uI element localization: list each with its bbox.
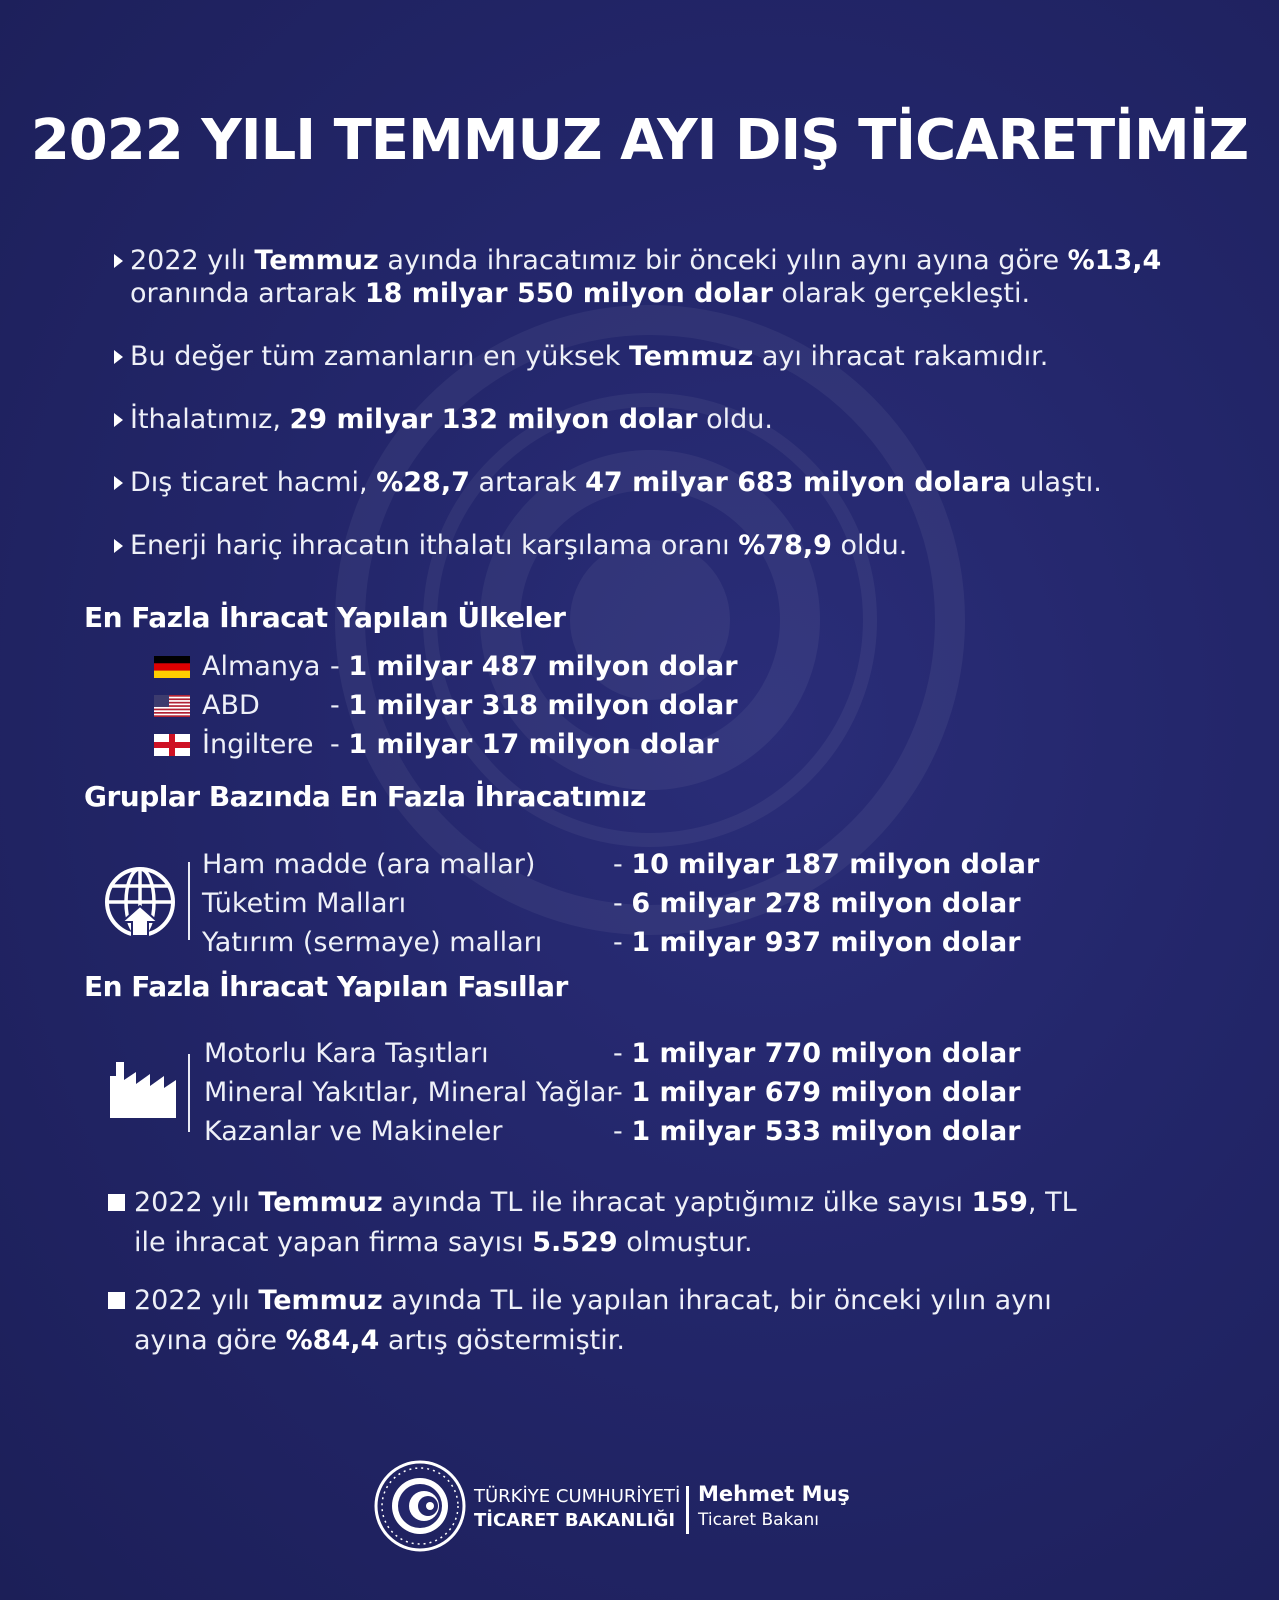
usa-flag [154, 695, 190, 717]
bullet-triangle-icon [114, 413, 123, 427]
bullet-square-icon [108, 1292, 125, 1309]
divider [188, 862, 190, 940]
summary-bullet [112, 529, 1212, 562]
bold-text: 5.529 [532, 1227, 618, 1258]
text: , TL ile ihracat yapan firma sayısı [134, 1187, 1077, 1258]
factory-icon [110, 1058, 176, 1118]
bullet-triangle-icon [114, 539, 123, 553]
group-value: - 1 milyar 937 milyon dolar [613, 927, 1021, 958]
group-name: Tüketim Malları [202, 888, 407, 919]
text: ayında ihracatımız bir önceki yılın aynı ayına göre [378, 245, 1068, 276]
text: ayı ihracat rakamıdır. [753, 341, 1049, 372]
bullet-square-icon [108, 1194, 125, 1211]
country-name: Almanya [202, 651, 321, 682]
text: 2022 yılı [130, 245, 255, 276]
country-name: ABD [202, 690, 260, 721]
text: ayında TL ile ihracat yaptığımız ülke sayısı [382, 1187, 972, 1218]
summary-bullet [112, 340, 1212, 373]
chapter-name: Motorlu Kara Taşıtları [204, 1038, 489, 1069]
bold-text: %78,9 [738, 530, 832, 561]
text: ulaştı. [1011, 467, 1102, 498]
group-name: Yatırım (sermaye) malları [202, 927, 543, 958]
group-value: - 6 milyar 278 milyon dolar [613, 888, 1021, 919]
chapter-value: - 1 milyar 679 milyon dolar [613, 1077, 1021, 1108]
bold-text: Temmuz [254, 245, 379, 276]
footer-separator [686, 1486, 689, 1534]
bold-text: Temmuz [628, 341, 754, 372]
text: olarak gerçekleşti. [772, 278, 1031, 309]
ministry-seal-icon [374, 1460, 466, 1552]
footer [374, 1460, 974, 1556]
chapter-name: Mineral Yakıtlar, Mineral Yağlar [204, 1077, 618, 1108]
bold-text: 29 milyar 132 milyon dolar [289, 404, 698, 435]
chapters-title: En Fazla İhracat Yapılan Fasıllar [84, 970, 568, 1003]
country-value: - 1 milyar 487 milyon dolar [330, 651, 738, 682]
chapter-value: - 1 milyar 533 milyon dolar [613, 1116, 1021, 1147]
summary-bullets [112, 244, 1212, 592]
org-name-line1: TÜRKİYE CUMHURİYETİ [474, 1486, 681, 1507]
bold-text: Temmuz [258, 1187, 383, 1218]
text: oranında artarak [130, 278, 365, 309]
groups-title: Gruplar Bazında En Fazla İhracatımız [84, 780, 646, 813]
text: Dış ticaret hacmi, [130, 467, 377, 498]
text: 2022 yılı [134, 1187, 259, 1218]
country-value: - 1 milyar 318 milyon dolar [330, 690, 738, 721]
england-flag [154, 734, 190, 756]
summary-bullet [112, 403, 1212, 436]
bullet-triangle-icon [114, 476, 123, 490]
summary-bullet [112, 244, 1212, 310]
chapter-name: Kazanlar ve Makineler [204, 1116, 503, 1147]
text: artış göstermiştir. [379, 1325, 625, 1356]
text: İthalatımız, [130, 404, 290, 435]
chapter-value: - 1 milyar 770 milyon dolar [613, 1038, 1021, 1069]
countries-title: En Fazla İhracat Yapılan Ülkeler [84, 601, 566, 634]
page-title: 2022 YILI TEMMUZ AYI DIŞ TİCARETİMİZ [30, 108, 1249, 173]
tl-bullets [108, 1183, 1088, 1361]
text: oldu. [831, 530, 908, 561]
divider [188, 1054, 190, 1132]
minister-name: Mehmet Muş [698, 1482, 850, 1506]
text: ayında TL ile yapılan ihracat, bir önceki yılın aynı ayına göre [134, 1285, 1052, 1356]
bold-text: Temmuz [258, 1285, 383, 1316]
text: 2022 yılı [134, 1285, 259, 1316]
country-value: - 1 milyar 17 milyon dolar [330, 729, 719, 760]
bold-text: 159 [971, 1187, 1028, 1218]
bold-text: %84,4 [285, 1325, 380, 1356]
group-value: - 10 milyar 187 milyon dolar [613, 849, 1040, 880]
country-name: İngiltere [202, 729, 314, 760]
minister-role: Ticaret Bakanı [698, 1510, 820, 1530]
bold-text: 47 milyar 683 milyon dolara [585, 467, 1012, 498]
group-name: Ham madde (ara mallar) [202, 849, 536, 880]
bold-text: %13,4 [1067, 245, 1162, 276]
germany-flag [154, 656, 190, 678]
bullet-triangle-icon [114, 254, 123, 268]
text: Bu değer tüm zamanların en yüksek [130, 341, 629, 372]
summary-bullet [112, 466, 1212, 499]
bullet-triangle-icon [114, 350, 123, 364]
globe-upload-icon [104, 866, 176, 938]
text: oldu. [697, 404, 773, 435]
text: olmuştur. [617, 1227, 753, 1258]
text: Enerji hariç ihracatın ithalatı karşılama oranı [130, 530, 739, 561]
bold-text: %28,7 [376, 467, 470, 498]
tl-bullet [108, 1281, 1088, 1361]
text: artarak [469, 467, 586, 498]
org-name-line2: TİCARET BAKANLIĞI [474, 1510, 676, 1531]
bold-text: 18 milyar 550 milyon dolar [364, 278, 773, 309]
tl-bullet [108, 1183, 1088, 1263]
